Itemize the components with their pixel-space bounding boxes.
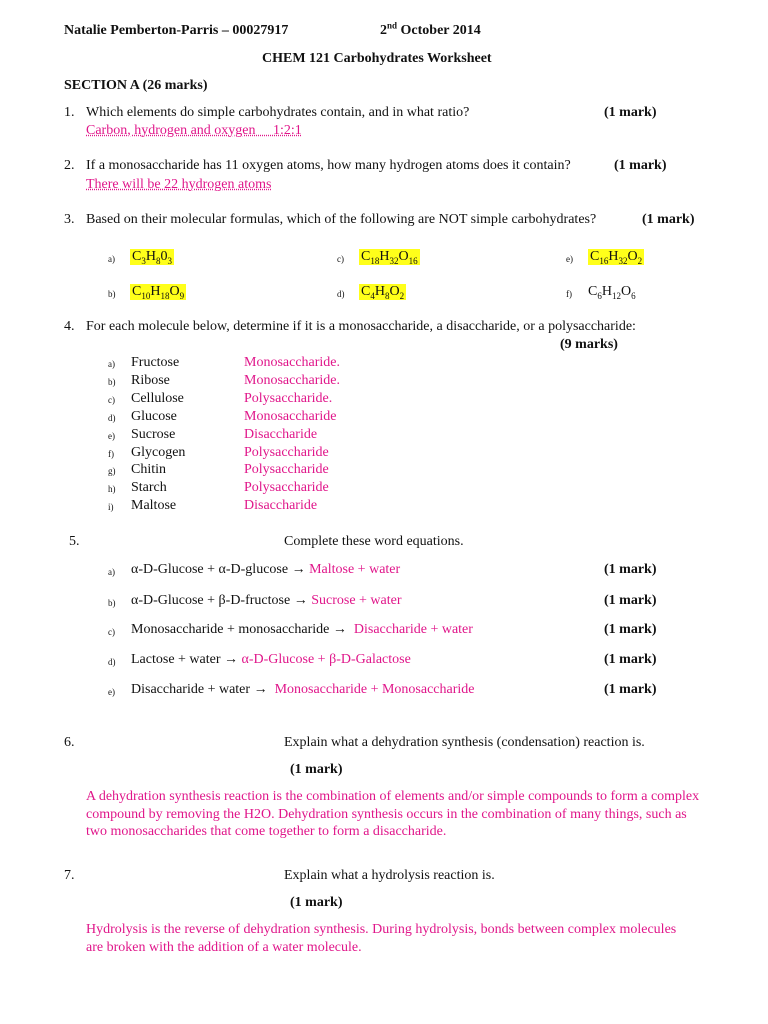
- formula-subscript: 9: [179, 290, 185, 301]
- chemical-formula: [588, 249, 644, 265]
- question-text: Complete these word equations.: [284, 534, 464, 549]
- item-letter: e): [108, 687, 115, 697]
- marks-label: (1 mark): [614, 158, 667, 173]
- marks-label: (1 mark): [604, 105, 657, 120]
- classification-answer: Polysaccharide: [244, 444, 329, 460]
- classification-answer: Monosaccharide: [244, 408, 337, 424]
- equation-answer: α-D-Glucose + β-D-Galactose: [241, 652, 411, 667]
- item-letter: a): [108, 359, 115, 369]
- formula-subscript: 32: [618, 255, 628, 266]
- option-letter: c): [337, 254, 344, 264]
- question-text: If a monosaccharide has 11 oxygen atoms, how many hydrogen atoms does it contain?: [86, 158, 571, 173]
- item-letter: h): [108, 484, 116, 495]
- formula-subscript: 18: [160, 290, 170, 301]
- formula-element: O: [627, 249, 638, 264]
- marks-label: (1 mark): [290, 762, 343, 777]
- marks-label: (1 mark): [604, 622, 657, 637]
- formula-element: H: [379, 249, 390, 264]
- molecule-name: Sucrose: [131, 426, 176, 442]
- arrow-icon: →: [253, 682, 272, 697]
- question-number: 4.: [64, 319, 75, 334]
- item-letter: a): [108, 567, 115, 577]
- formula-element: C: [361, 249, 371, 264]
- formula-element: H: [608, 249, 619, 264]
- formula-element: H: [601, 284, 612, 299]
- formula-element: O: [389, 284, 400, 299]
- classification-answer: Disaccharide: [244, 426, 318, 442]
- molecule-name: Glycogen: [131, 444, 186, 460]
- answer-paragraph: Hydrolysis is the reverse of dehydration synthesis. During hydrolysis, bonds between complex molecules are broken with the addition of a water molecule.: [86, 922, 677, 955]
- arrow-icon: →: [293, 593, 312, 608]
- formula-subscript: 10: [141, 290, 151, 301]
- formula-subscript: 6: [597, 290, 602, 301]
- question-number: 3.: [64, 212, 75, 227]
- formula-subscript: 8: [155, 255, 161, 266]
- chemical-formula: [130, 284, 186, 300]
- item-letter: b): [108, 376, 116, 387]
- formula-subscript: 2: [637, 255, 643, 266]
- chemical-formula: [359, 249, 420, 265]
- marks-label: (1 mark): [604, 593, 657, 608]
- formula-subscript: 8: [384, 290, 390, 301]
- molecule-name: Maltose: [131, 498, 177, 514]
- question-number: 5.: [69, 534, 80, 549]
- item-letter: d): [108, 412, 116, 423]
- classification-answer: Monosaccharide.: [244, 355, 341, 370]
- chemical-formula: [588, 284, 636, 300]
- formula-element: H: [150, 284, 161, 299]
- formula-element: O: [398, 249, 409, 264]
- arrow-icon: →: [332, 622, 351, 637]
- formula-subscript: 2: [399, 290, 405, 301]
- question-number: 6.: [64, 735, 75, 750]
- word-equation: [131, 562, 400, 578]
- classification-answer: Polysaccharide: [244, 480, 329, 496]
- equation-reactants: Disaccharide + water: [131, 682, 254, 697]
- option-letter: a): [108, 254, 115, 264]
- formula-element: O: [169, 284, 180, 299]
- item-letter: g): [108, 466, 116, 477]
- formula-subscript: 3: [167, 255, 172, 266]
- equation-reactants: α-D-Glucose + α-D-glucose: [131, 562, 292, 577]
- classification-answer: Polysaccharide.: [244, 390, 333, 406]
- formula-subscript: 16: [408, 255, 418, 266]
- arrow-icon: →: [224, 652, 242, 667]
- question-number: 1.: [64, 105, 75, 120]
- equation-reactants: Lactose + water: [131, 652, 225, 667]
- molecule-name: Starch: [131, 480, 167, 496]
- equation-reactants: Monosaccharide + monosaccharide: [131, 622, 333, 637]
- option-letter: f): [566, 289, 572, 299]
- arrow-icon: →: [291, 562, 310, 577]
- equation-answer: Monosaccharide + Monosaccharide: [271, 682, 475, 697]
- molecule-name: Cellulose: [131, 390, 184, 406]
- word-equation: [131, 593, 402, 609]
- formula-element: C: [132, 249, 142, 264]
- molecule-name: Fructose: [131, 355, 180, 370]
- question-text: Which elements do simple carbohydrates contain, and in what ratio?: [86, 105, 470, 120]
- item-letter: e): [108, 430, 115, 441]
- chemical-formula: [359, 284, 406, 300]
- formula-subscript: 12: [611, 290, 621, 301]
- formula-element: C: [590, 249, 600, 264]
- question-text: Based on their molecular formulas, which of the following are NOT simple carbohydrates?: [86, 212, 597, 227]
- option-letter: e): [566, 254, 573, 264]
- marks-label: (1 mark): [642, 212, 695, 227]
- item-letter: f): [108, 448, 114, 459]
- formula-element: C: [361, 284, 371, 299]
- option-letter: d): [337, 289, 345, 299]
- question-number: 2.: [64, 158, 75, 173]
- marks-label: (1 mark): [604, 652, 657, 667]
- formula-element: H: [145, 249, 156, 264]
- molecule-name: Ribose: [131, 372, 170, 388]
- classification-answer: Monosaccharide.: [244, 372, 341, 388]
- section-heading: SECTION A (26 marks): [64, 78, 208, 93]
- equation-answer: Maltose + water: [309, 562, 401, 577]
- formula-element: 0: [160, 249, 168, 264]
- formula-element: C: [588, 284, 598, 299]
- marks-label: (9 marks): [560, 337, 618, 352]
- formula-element: C: [132, 284, 142, 299]
- equation-answer: Sucrose + water: [311, 593, 402, 608]
- worksheet-title: CHEM 121 Carbohydrates Worksheet: [262, 51, 492, 66]
- classification-answer: Disaccharide: [244, 498, 318, 514]
- item-letter: c): [108, 627, 115, 637]
- answer-text: Carbon, hydrogen and oxygen 1:2:1: [86, 123, 302, 138]
- answer-text: There will be 22 hydrogen atoms: [86, 177, 272, 192]
- classification-answer: Polysaccharide: [244, 462, 329, 478]
- item-letter: b): [108, 598, 116, 608]
- word-equation: [131, 622, 473, 638]
- formula-subscript: 3: [141, 255, 146, 266]
- formula-element: H: [374, 284, 385, 299]
- author-line: Natalie Pemberton-Parris – 00027917: [64, 23, 289, 38]
- formula-subscript: 6: [631, 290, 636, 301]
- formula-subscript: 4: [370, 290, 375, 301]
- question-number: 7.: [64, 868, 75, 883]
- molecule-name: Glucose: [131, 408, 177, 424]
- question-text: Explain what a hydrolysis reaction is.: [284, 868, 495, 883]
- marks-label: (1 mark): [290, 895, 343, 910]
- word-equation: [131, 682, 475, 698]
- formula-subscript: 16: [599, 255, 609, 266]
- marks-label: (1 mark): [604, 562, 657, 577]
- chemical-formula: [130, 249, 174, 265]
- answer-paragraph: A dehydration synthesis reaction is the combination of elements and/or simple compounds to form a complex compound by removing the H2O. Dehydration synthesis occurs in the combination of many things, such as two monosaccharides that come together to form a disaccharide.: [86, 789, 700, 839]
- question-text: For each molecule below, determine if it is a monosaccharide, a disaccharide, or a polysaccharide:: [86, 319, 636, 334]
- item-letter: i): [108, 502, 114, 513]
- item-letter: c): [108, 394, 115, 405]
- item-letter: d): [108, 657, 116, 667]
- equation-reactants: α-D-Glucose + β-D-fructose: [131, 593, 294, 608]
- word-equation: [131, 652, 411, 668]
- date-line: 2nd October 2014: [380, 20, 481, 38]
- question-text: Explain what a dehydration synthesis (condensation) reaction is.: [284, 735, 645, 750]
- molecule-name: Chitin: [131, 462, 167, 478]
- formula-subscript: 32: [389, 255, 399, 266]
- formula-subscript: 18: [370, 255, 380, 266]
- option-letter: b): [108, 289, 116, 299]
- formula-element: O: [620, 284, 632, 299]
- marks-label: (1 mark): [604, 682, 657, 697]
- equation-answer: Disaccharide + water: [350, 622, 473, 637]
